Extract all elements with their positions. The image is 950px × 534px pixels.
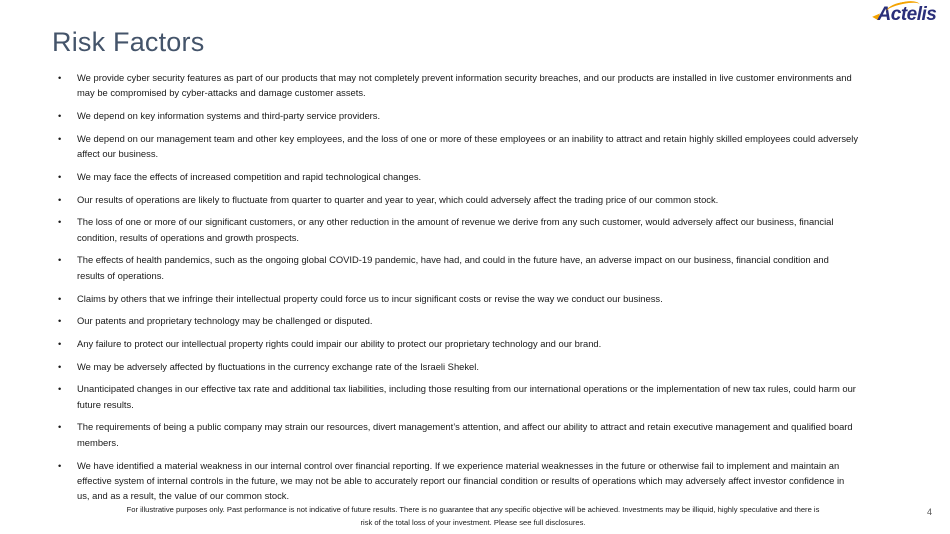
bullet-icon: •: [58, 421, 62, 433]
bullet-icon: •: [58, 132, 62, 144]
bullet-icon: •: [58, 337, 62, 349]
risk-factor-text: The requirements of being a public company may strain our resources, divert management’s attention, and affect our ability to attract and retain executive management and qualified board members.: [77, 421, 853, 448]
risk-factor-text: Our results of operations are likely to fluctuate from quarter to quarter and year to year, which could adversely affect the trading price of our common stock.: [77, 193, 719, 205]
risk-factor-text: Our patents and proprietary technology may be challenged or disputed.: [77, 315, 373, 327]
risk-factor-item: [58, 108, 858, 123]
risk-factor-item: [58, 70, 858, 101]
risk-factor-text: We depend on key information systems and third-party service providers.: [77, 110, 381, 122]
risk-factor-text: We provide cyber security features as part of our products that may not completely prevent information security breaches, and our products are installed in live customer environments and may be compromised by cyber-attacks and damage customer assets.: [77, 72, 852, 99]
risk-factor-text: The effects of health pandemics, such as the ongoing global COVID-19 pandemic, have had, and could in the future have, an adverse impact on our business, financial condition and results of operations.: [77, 254, 829, 281]
bullet-icon: •: [58, 459, 62, 471]
risk-factor-item: [58, 252, 858, 283]
risk-factor-item: [58, 313, 858, 328]
risk-factor-item: [58, 214, 858, 245]
risk-factor-text: The loss of one or more of our significant customers, or any other reduction in the amount of revenue we derive from any such customer, would adversely affect our business, financial condition, results of operations and growth prospects.: [77, 216, 834, 243]
risk-factor-list: [58, 70, 858, 511]
bullet-icon: •: [58, 254, 62, 266]
bullet-icon: •: [58, 315, 62, 327]
page-number: 4: [927, 507, 933, 517]
logo-text: Actelis: [877, 4, 937, 25]
risk-factor-item: [58, 359, 858, 374]
bullet-icon: •: [58, 110, 62, 122]
risk-factor-text: Claims by others that we infringe their intellectual property could force us to incur significant costs or revise the way we conduct our business.: [77, 292, 663, 304]
risk-factor-item: [58, 192, 858, 207]
bullet-icon: •: [58, 292, 62, 304]
risk-factor-text: We depend on our management team and other key employees, and the loss of one or more of these employees or an inability to attract and retain highly skilled employees could adversely affect our business.: [77, 132, 859, 160]
risk-factor-text: Unanticipated changes in our effective tax rate and additional tax liabilities, including those resulting from our international operations or the implementation of new tax rules, could harm our future results.: [77, 383, 856, 410]
risk-factor-item: [58, 458, 858, 504]
risk-factor-item: [58, 381, 858, 412]
risk-factor-text: Any failure to protect our intellectual property rights could impair our ability to protect our proprietary technology and our brand.: [77, 337, 602, 349]
bullet-icon: •: [58, 216, 62, 228]
risk-factor-text: We have identified a material weakness in our internal control over financial reporting. If we experience material weaknesses in the future or otherwise fail to implement and maintain an effective system of internal controls in the future, we may not be able to accurately report our financial condition or results of operations which may adversely affect investor confidence in us, and as a result, the value of our common stock.: [77, 459, 845, 502]
disclaimer-footer: For illustrative purposes only. Past performance is not indicative of future results. There is no guarantee that any specific objective will be achieved. Investments may be illiquid, highly speculative and there is risk of the total loss of your investment. Please see full disclosures.: [126, 505, 820, 527]
risk-factor-item: [58, 169, 858, 184]
risk-factor-item: [58, 419, 858, 450]
risk-factor-text: We may be adversely affected by fluctuations in the currency exchange rate of the Israeli Shekel.: [77, 360, 479, 372]
actelis-logo: [872, 4, 936, 26]
logo-arrow-icon: ◂: [872, 9, 878, 23]
risk-factor-item: [58, 336, 858, 351]
bullet-icon: •: [58, 193, 62, 205]
bullet-icon: •: [58, 383, 62, 395]
bullet-icon: •: [58, 72, 62, 83]
bullet-icon: •: [58, 360, 62, 372]
risk-factor-item: [58, 131, 858, 162]
bullet-icon: •: [58, 170, 62, 182]
risk-factor-text: We may face the effects of increased competition and rapid technological changes.: [77, 170, 422, 182]
page-title: Risk Factors: [52, 27, 205, 57]
risk-factor-item: [58, 291, 858, 306]
